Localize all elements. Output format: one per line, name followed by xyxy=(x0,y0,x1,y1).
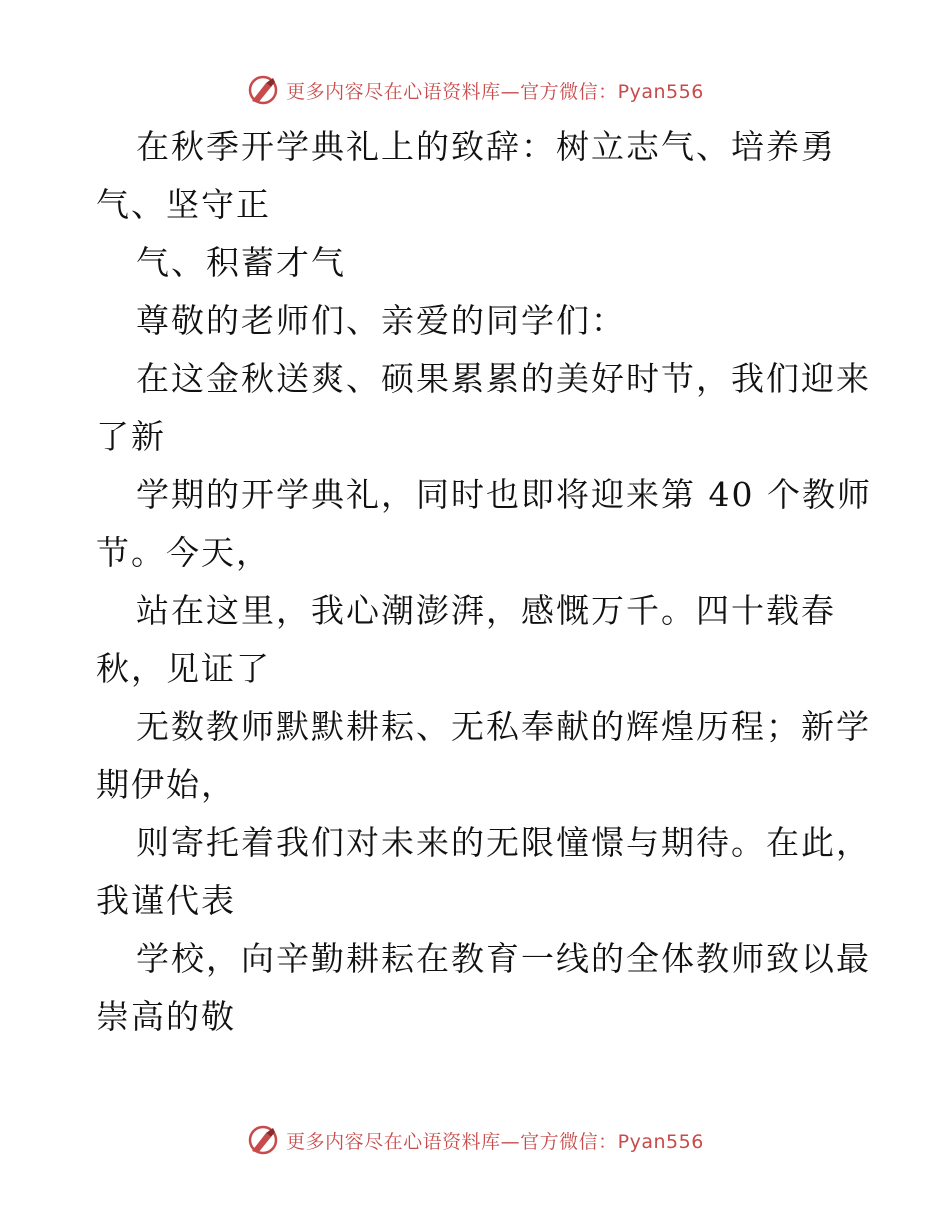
text-line: 则寄托着我们对未来的无限憧憬与期待。在此， xyxy=(136,823,871,862)
watermark-text: 更多内容尽在心语资料库—官方微信：Pyan556 xyxy=(286,80,704,103)
text-line: 了新 xyxy=(96,417,166,456)
text-line: 站在这里，我心潮澎湃，感慨万千。四十载春 xyxy=(136,591,836,630)
watermark-text: 更多内容尽在心语资料库—官方微信：Pyan556 xyxy=(286,1130,704,1153)
document-body xyxy=(96,118,872,1046)
pen-nib-icon xyxy=(246,1123,280,1157)
text-line: 尊敬的老师们、亲爱的同学们： xyxy=(136,301,626,340)
text-line: 我谨代表 xyxy=(96,881,236,920)
text-line: 在这金秋送爽、硕果累累的美好时节，我们迎来 xyxy=(136,359,871,398)
text-line: 节。今天， xyxy=(96,533,271,572)
pen-nib-icon xyxy=(246,73,280,107)
text-line: 学期的开学典礼，同时也即将迎来第 40 个教师 xyxy=(136,475,872,514)
text-line: 无数教师默默耕耘、无私奉献的辉煌历程；新学 xyxy=(136,707,871,746)
header-watermark xyxy=(0,70,950,110)
text-line: 期伊始， xyxy=(96,765,236,804)
text-line: 学校，向辛勤耕耘在教育一线的全体教师致以最 xyxy=(136,939,871,978)
text-line: 在秋季开学典礼上的致辞：树立志气、培养勇 xyxy=(136,127,836,166)
text-line: 气、坚守正 xyxy=(96,185,271,224)
text-line: 气、积蓄才气 xyxy=(136,243,346,282)
text-line: 秋，见证了 xyxy=(96,649,271,688)
text-line: 崇高的敬 xyxy=(96,997,236,1036)
footer-watermark xyxy=(0,1120,950,1160)
